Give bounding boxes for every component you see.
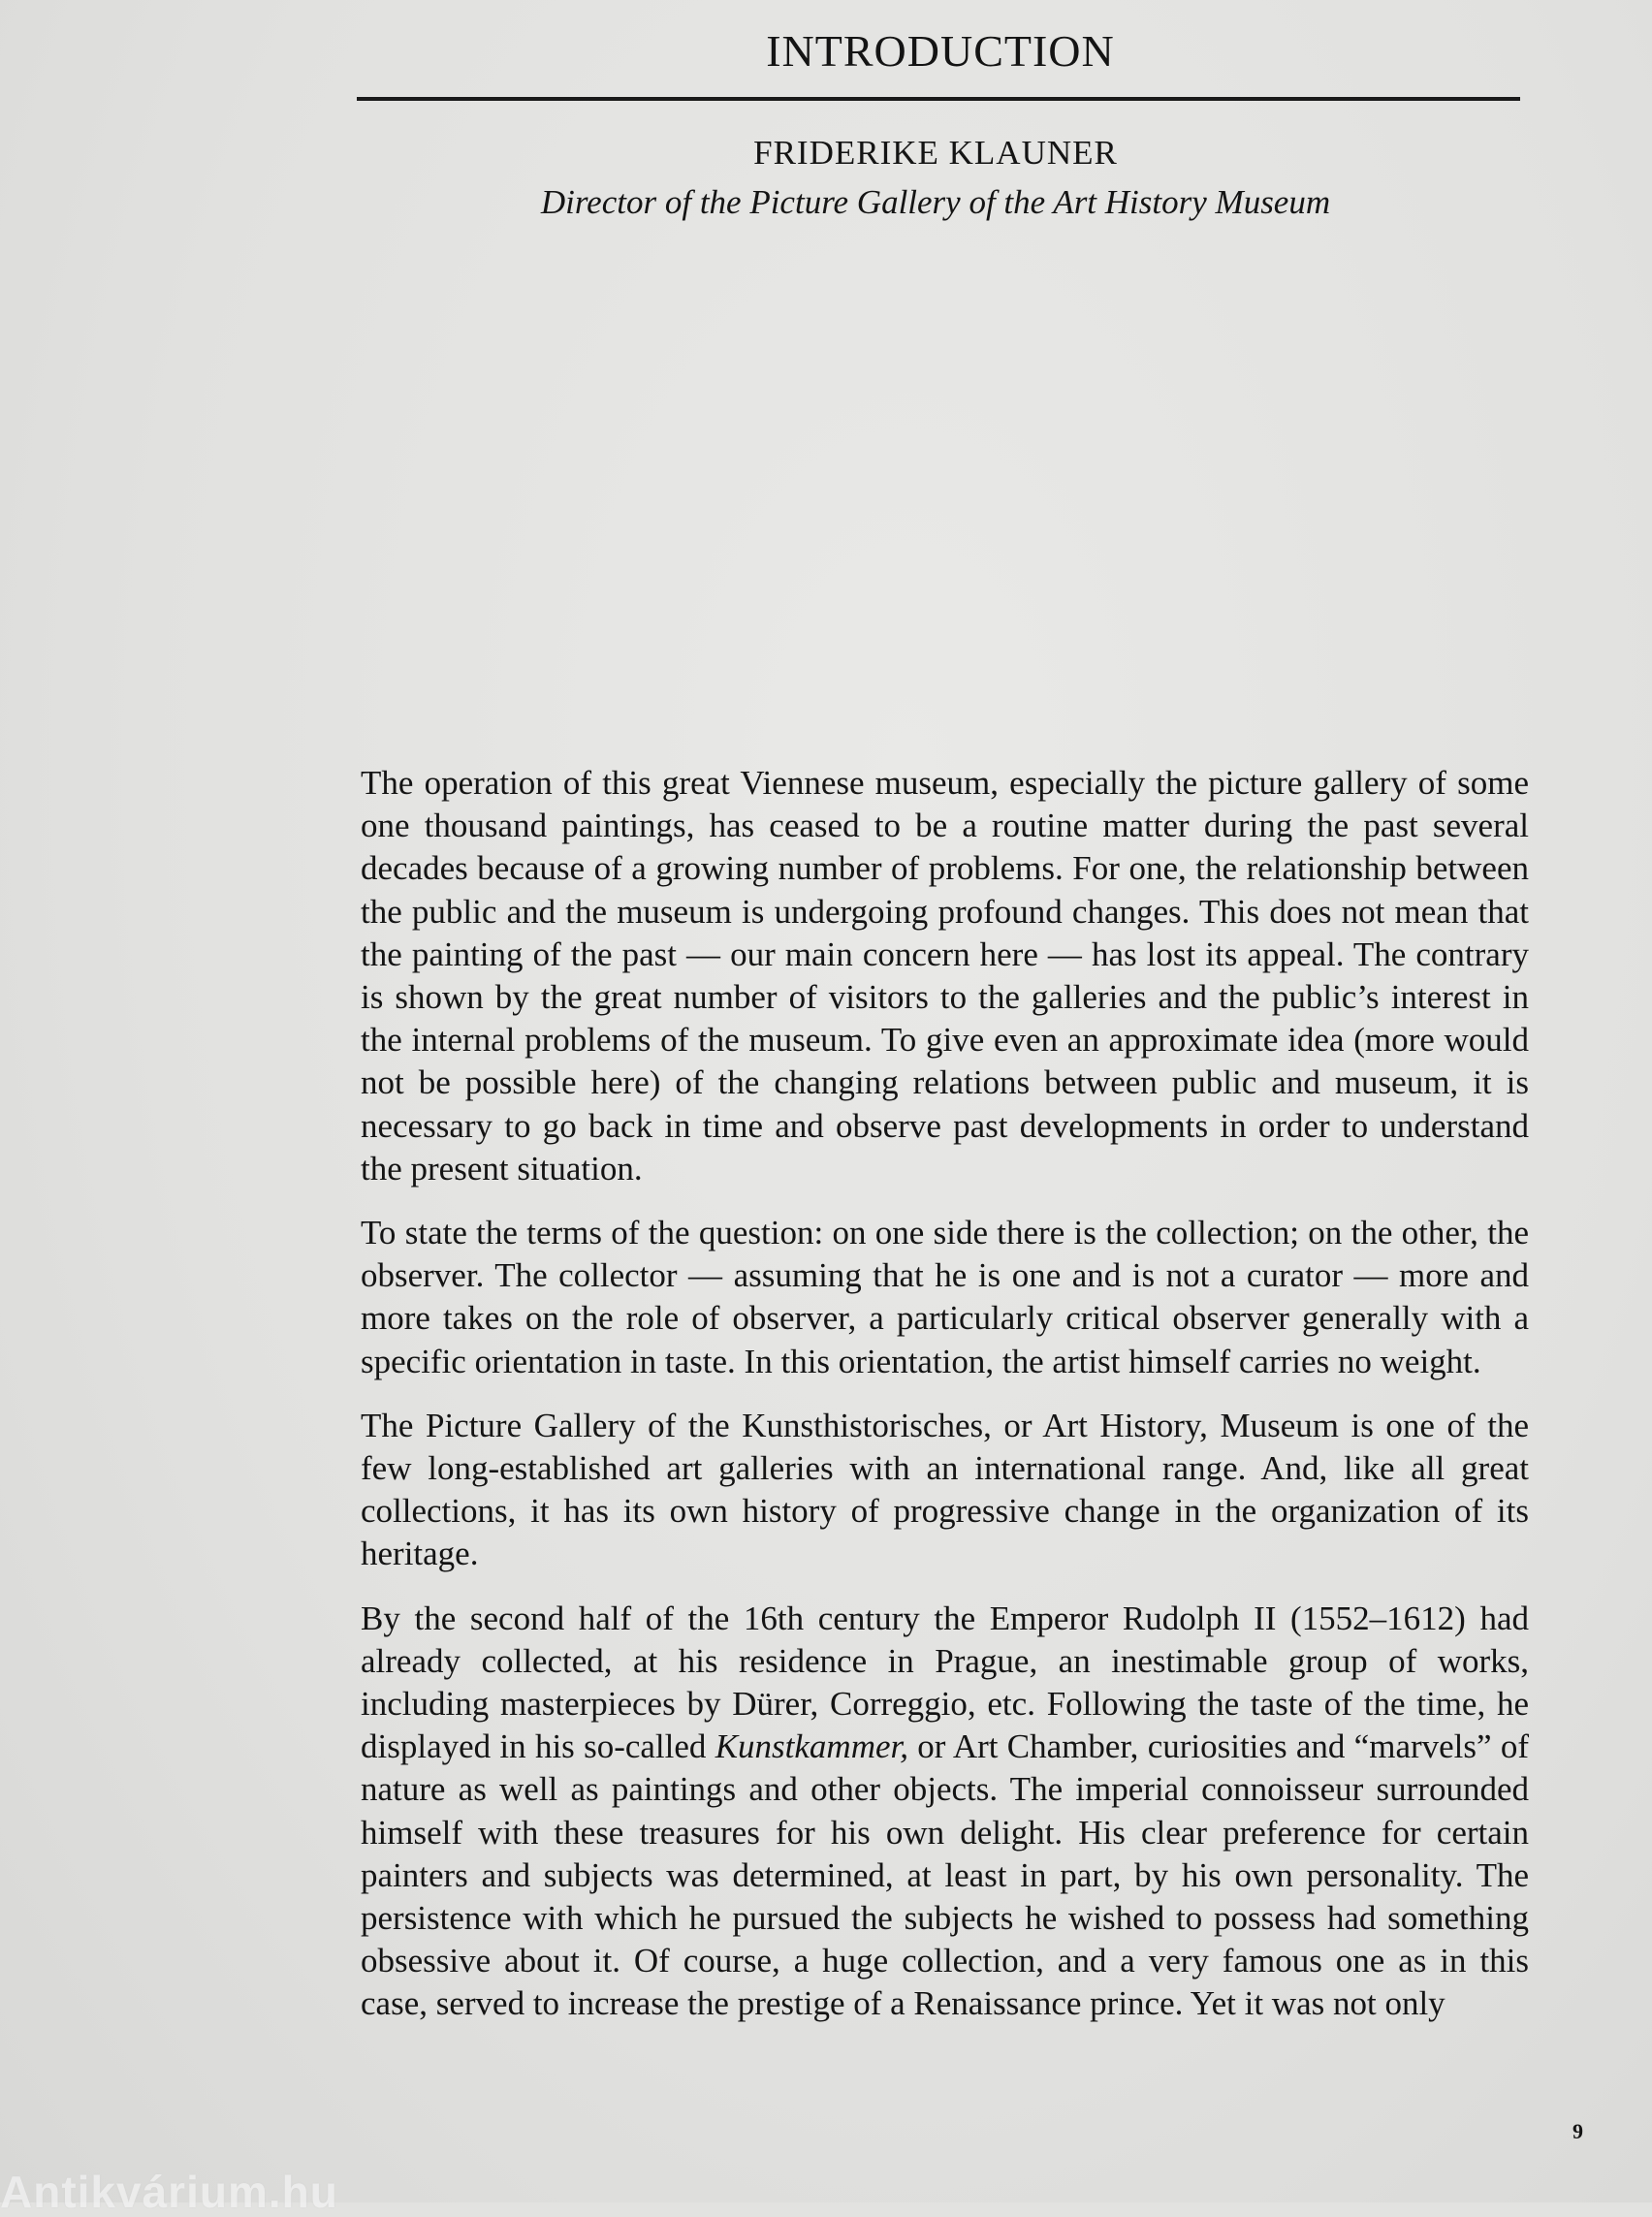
chapter-title: INTRODUCTION <box>766 26 1115 76</box>
body-text <box>361 762 1529 2047</box>
paragraph-4-start: By the second half of the 16th century the Emperor Rudolph II (1552–1612) had already collected, at his residence in Prague, an inestimable group of works, including masterpieces by Dürer, Correggio, etc. Following the taste of the time, he displayed in his so-called <box>361 1599 1529 1766</box>
paragraph-4 <box>361 1598 1529 2026</box>
title-rule <box>357 97 1520 101</box>
paragraph-3: The Picture Gallery of the Kunsthistorisches, or Art History, Museum is one of the few long-established art galleries with an international range. And, like all great collections, it has its own history of progressive change in the organization of its heritage. <box>361 1406 1529 1573</box>
kunstkammer-term: Kunstkammer, <box>715 1727 909 1766</box>
paragraph-1: The operation of this great Viennese museum, especially the picture gallery of some one thousand paintings, has ceased to be a routine matter during the past several decades because of a growing number of problems. For one, the relationship between the public and the museum is undergoing profound changes. This does not mean that the painting of the past — our main concern here — has lost its appeal. The contrary is shown by the great number of visitors to the galleries and the public’s interest in the internal problems of the museum. To give even an approximate idea (more would not be possible here) of the changing relations between public and museum, it is necessary to go back in time and observe past developments in order to understand the present situation. <box>361 764 1529 1188</box>
paragraph-4-end: or Art Chamber, curiosities and “marvels” of nature as well as paintings and other objects. The imperial connoisseur surrounded himself with these treasures for his own delight. His clear preference for certain painters and subjects was determined, at least in part, by his own personality. The persistence with which he pursued the subjects he wished to possess had something obsessive about it. Of course, a huge collection, and a very famous one as in this case, served to increase the prestige of a Renaissance prince. Yet it was not only <box>361 1727 1529 2023</box>
author-role: Director of the Picture Gallery of the Art History Museum <box>540 183 1331 221</box>
paragraph-2: To state the terms of the question: on one side there is the collection; on the other, the observer. The collector — assuming that he is one and is not a curator — more and more takes on the role of observer, a particularly critical observer generally with a specific orientation in taste. In this orientation, the artist himself carries no weight. <box>361 1214 1529 1380</box>
page-number: 9 <box>1573 2119 1583 2143</box>
author-name: FRIDERIKE KLAUNER <box>753 134 1118 172</box>
watermark: Antikvárium.hu <box>0 2167 338 2217</box>
